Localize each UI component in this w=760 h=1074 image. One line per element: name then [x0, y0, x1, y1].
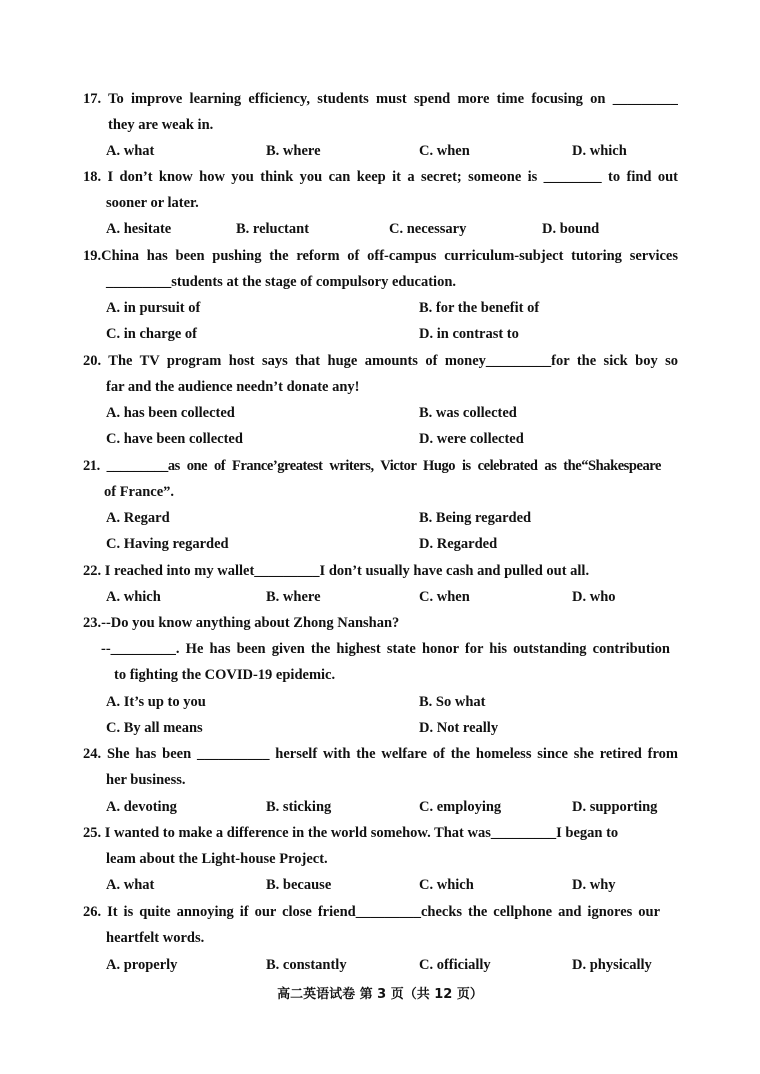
option-b[interactable]: B. reluctant: [236, 221, 310, 237]
option-d[interactable]: D. why: [572, 877, 616, 893]
option-c[interactable]: C. Having regarded: [106, 536, 229, 552]
question-stem-line: 20. The TV program host says that huge amounts of money_________for the sick boy so: [83, 353, 678, 369]
option-d[interactable]: D. supporting: [572, 799, 658, 815]
question-24: [0, 743, 760, 765]
option-d[interactable]: D. Not really: [419, 720, 499, 736]
option-a[interactable]: A. properly: [106, 957, 178, 973]
question-stem-line: 18. I don’t know how you think you can keep it a secret; someone is ________ to find out: [83, 169, 678, 185]
question-26: [0, 901, 760, 923]
question-19: [0, 245, 760, 267]
option-a[interactable]: A. devoting: [106, 799, 177, 815]
question-25: [0, 822, 760, 844]
question-stem-line: 24. She has been __________ herself with the welfare of the homeless since she retired from: [83, 746, 678, 762]
option-c[interactable]: C. employing: [419, 799, 502, 815]
option-row: [0, 140, 760, 162]
option-b[interactable]: B. where: [266, 143, 321, 159]
option-row: [0, 586, 760, 608]
question-stem-line: 25. I wanted to make a difference in the world somehow. That was_________I began to: [83, 825, 619, 841]
option-c[interactable]: C. when: [419, 143, 470, 159]
option-a[interactable]: A. Regard: [106, 510, 170, 526]
question-stem-line: 23.--Do you know anything about Zhong Nanshan?: [83, 615, 400, 631]
option-row: [0, 874, 760, 896]
page-footer: 高二英语试卷 第 3 页（共 12 页）: [277, 987, 483, 1002]
question-stem-line: her business.: [106, 772, 186, 788]
question-18: [0, 166, 760, 188]
option-d[interactable]: D. physically: [572, 957, 652, 973]
question-20: [0, 350, 760, 372]
question-stem-line: 22. I reached into my wallet_________I don’t usually have cash and pulled out all.: [83, 563, 590, 579]
option-b[interactable]: B. was collected: [419, 405, 517, 421]
option-row: [0, 717, 760, 739]
option-c[interactable]: C. in charge of: [106, 326, 198, 342]
option-row: [0, 533, 760, 555]
option-b[interactable]: B. Being regarded: [419, 510, 532, 526]
option-a[interactable]: A. has been collected: [106, 405, 235, 421]
option-c[interactable]: C. when: [419, 589, 470, 605]
option-b[interactable]: B. sticking: [266, 799, 332, 815]
option-d[interactable]: D. who: [572, 589, 616, 605]
option-row: [0, 428, 760, 450]
option-b[interactable]: B. So what: [419, 694, 486, 710]
option-c[interactable]: C. By all means: [106, 720, 203, 736]
option-c[interactable]: C. necessary: [389, 221, 467, 237]
option-a[interactable]: A. in pursuit of: [106, 300, 201, 316]
option-d[interactable]: D. bound: [542, 221, 600, 237]
option-row: [0, 218, 760, 240]
option-c[interactable]: C. officially: [419, 957, 491, 973]
question-stem-line: 17. To improve learning efficiency, students must spend more time focusing on _________: [83, 91, 678, 107]
option-row: [0, 691, 760, 713]
option-c[interactable]: C. which: [419, 877, 474, 893]
option-row: [0, 297, 760, 319]
option-row: [0, 507, 760, 529]
option-b[interactable]: B. constantly: [266, 957, 347, 973]
option-row: [0, 402, 760, 424]
question-stem-line: --_________. He has been given the highest state honor for his outstanding contribution: [101, 641, 670, 657]
question-stem-line: 21. _________as one of France’greatest writers, Victor Hugo is celebrated as the“Shakespeare: [83, 458, 661, 474]
question-stem-line: they are weak in.: [108, 117, 214, 133]
option-a[interactable]: A. what: [106, 877, 155, 893]
question-stem-line: _________students at the stage of compulsory education.: [106, 274, 457, 290]
option-d[interactable]: D. in contrast to: [419, 326, 519, 342]
question-23: [0, 612, 760, 634]
option-d[interactable]: D. Regarded: [419, 536, 498, 552]
option-d[interactable]: D. which: [572, 143, 627, 159]
option-row: [0, 796, 760, 818]
option-b[interactable]: B. where: [266, 589, 321, 605]
option-row: [0, 323, 760, 345]
option-row: [0, 954, 760, 976]
question-stem-line: to fighting the COVID-19 epidemic.: [114, 667, 336, 683]
option-b[interactable]: B. because: [266, 877, 332, 893]
question-stem-line: 19.China has been pushing the reform of off-campus curriculum-subject tutoring services: [83, 248, 678, 264]
option-d[interactable]: D. were collected: [419, 431, 524, 447]
question-stem-line: sooner or later.: [106, 195, 199, 211]
question-21: [0, 455, 760, 477]
question-17: [0, 88, 760, 110]
question-stem-line: of France”.: [104, 484, 175, 500]
question-stem-line: leam about the Light-house Project.: [106, 851, 328, 867]
option-b[interactable]: B. for the benefit of: [419, 300, 540, 316]
question-stem-line: heartfelt words.: [106, 930, 205, 946]
option-a[interactable]: A. It’s up to you: [106, 694, 206, 710]
question-stem-line: far and the audience needn’t donate any!: [106, 379, 360, 395]
option-a[interactable]: A. what: [106, 143, 155, 159]
question-22: [0, 560, 760, 582]
question-stem-line: 26. It is quite annoying if our close friend_________checks the cellphone and ignores our: [83, 904, 660, 920]
option-a[interactable]: A. which: [106, 589, 161, 605]
option-c[interactable]: C. have been collected: [106, 431, 243, 447]
option-a[interactable]: A. hesitate: [106, 221, 172, 237]
